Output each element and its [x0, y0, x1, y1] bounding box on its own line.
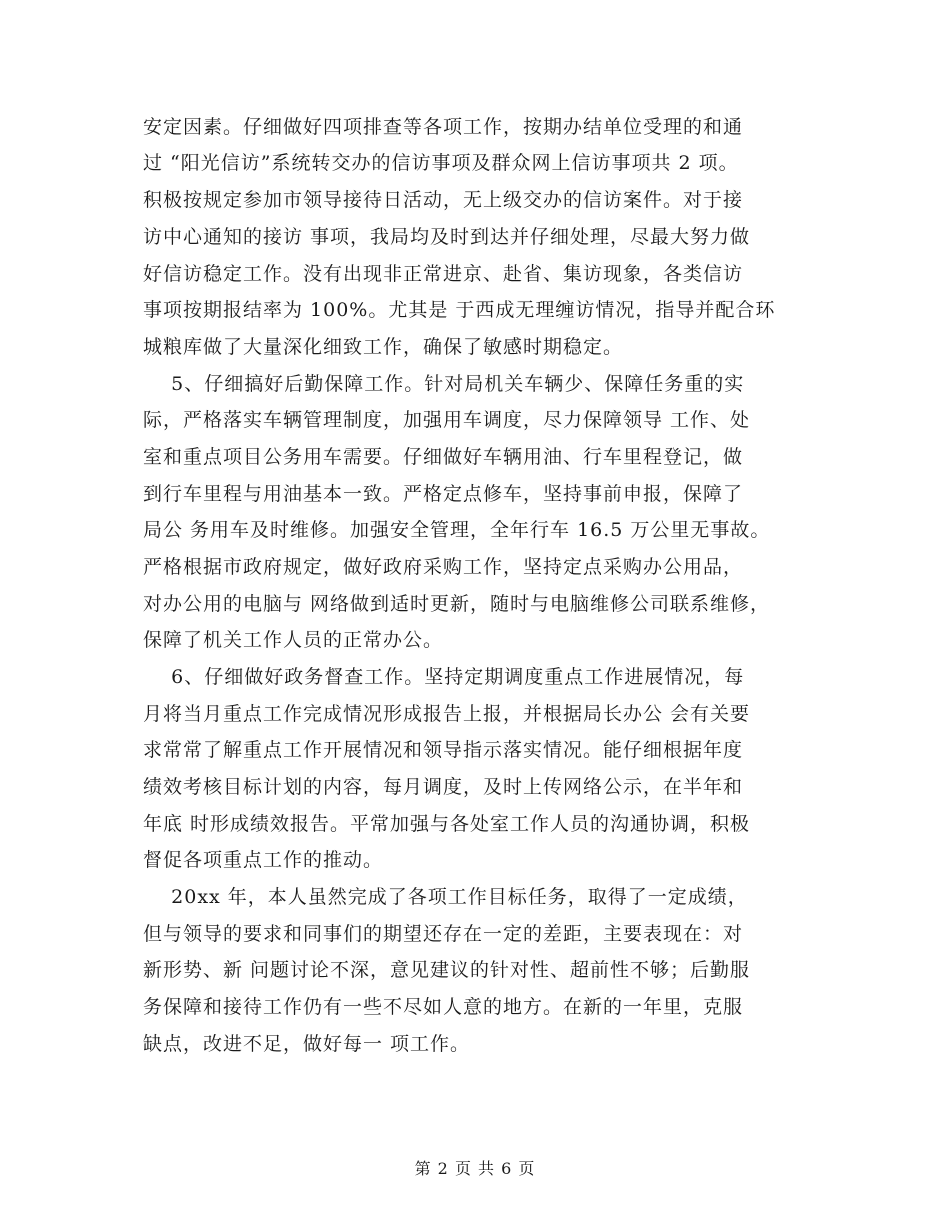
body-text-line: 新形势、新 问题讨论不深，意见建议的针对性、超前性不够；后勤服 [143, 959, 751, 981]
body-text-line: 安定因素。仔细做好四项排查等各项工作，按期办结单位受理的和通 [143, 116, 744, 138]
body-text-line: 20xx 年，本人虽然完成了各项工作目标任务，取得了一定成绩， [143, 886, 748, 908]
body-text-line: 5、仔细搞好后勤保障工作。针对局机关车辆少、保障任务重的实 [143, 373, 745, 395]
body-text-line: 室和重点项目公务用车需要。仔细做好车辆用油、行车里程登记，做 [143, 446, 744, 468]
body-text-line: 局公 务用车及时维修。加强安全管理，全年行车 16.5 万公里无事故。 [143, 519, 771, 541]
body-text-line: 好信访稳定工作。没有出现非正常进京、赴省、集访现象，各类信访 [143, 263, 744, 285]
body-text-line: 城粮库做了大量深化细致工作，确保了敏感时期稳定。 [143, 336, 624, 358]
body-text-line: 缺点，改进不足，做好每一 项工作。 [143, 1033, 471, 1055]
body-text-line: 绩效考核目标计划的内容，每月调度，及时上传网络公示，在半年和 [143, 776, 744, 798]
body-text-line: 月将当月重点工作完成情况形成报告上报，并根据局长办公 会有关要 [143, 703, 751, 725]
body-text-line: 积极按规定参加市领导接待日活动，无上级交办的信访案件。对于接 [143, 189, 744, 211]
body-text-line: 求常常了解重点工作开展情况和领导指示落实情况。能仔细根据年度 [143, 739, 744, 761]
body-text-line: 但与领导的要求和同事们的期望还存在一定的差距，主要表现在：对 [143, 923, 744, 945]
body-text-line: 过 “阳光信访”系统转交办的信访事项及群众网上信访事项共 2 项。 [143, 152, 739, 174]
body-text-line: 访中心通知的接访 事项，我局均及时到达并仔细处理，尽最大努力做 [143, 226, 751, 248]
body-text-line: 保障了机关工作人员的正常办公。 [143, 629, 444, 651]
body-text-line: 督促各项重点工作的推动。 [143, 849, 384, 871]
page-number-footer: 第 2 页 共 6 页 [414, 1159, 536, 1178]
body-text-line: 际，严格落实车辆管理制度，加强用车调度，尽力保障领导 工作、处 [143, 409, 751, 431]
body-text-line: 到行车里程与用油基本一致。严格定点修车，坚持事前申报，保障了 [143, 483, 744, 505]
body-text-line: 事项按期报结率为 100%。尤其是 于西成无理缠访情况，指导并配合环 [143, 299, 776, 321]
body-text-line: 年底 时形成绩效报告。平常加强与各处室工作人员的沟通协调，积极 [143, 813, 751, 835]
body-text-line: 对办公用的电脑与 网络做到适时更新，随时与电脑维修公司联系维修， [143, 593, 771, 615]
body-text-line: 6、仔细做好政务督查工作。坚持定期调度重点工作进展情况，每 [143, 666, 745, 688]
body-text-line: 严格根据市政府规定，做好政府采购工作，坚持定点采购办公用品， [143, 556, 744, 578]
body-text-line: 务保障和接待工作仍有一些不尽如人意的地方。在新的一年里，克服 [143, 996, 744, 1018]
